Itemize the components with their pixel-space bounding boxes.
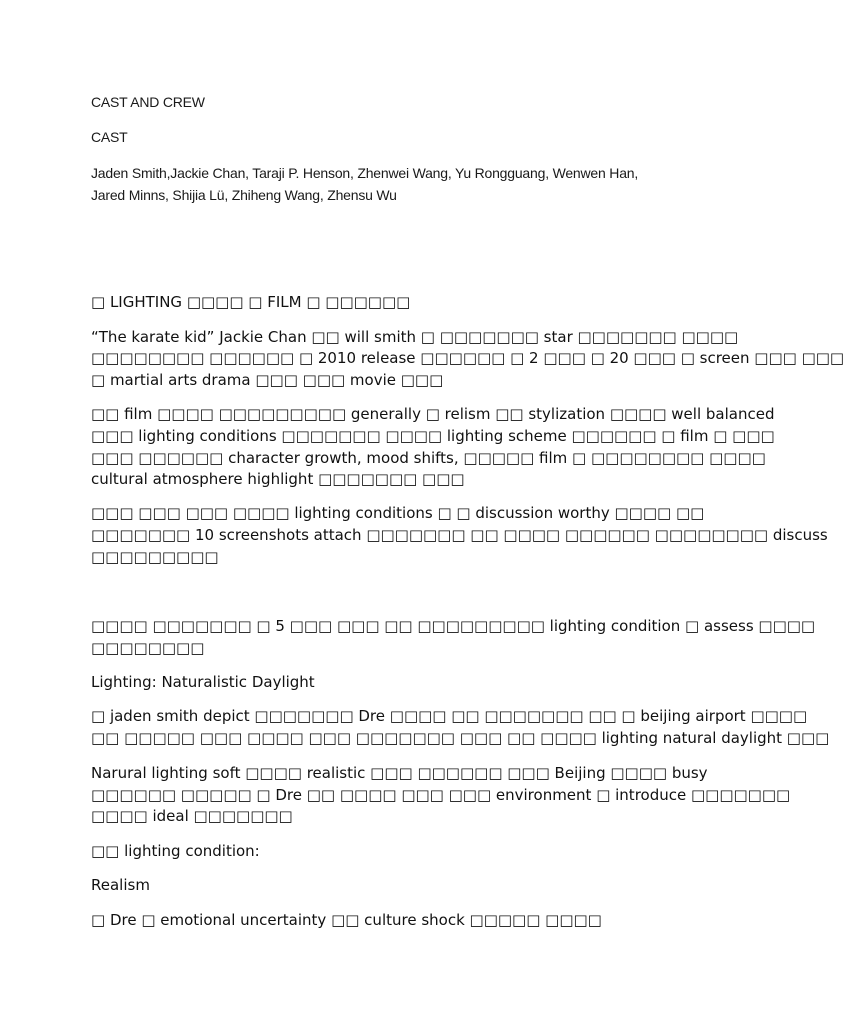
paragraph-line: □ martial arts drama □□□ □□□ movie □□□ bbox=[91, 371, 444, 389]
lighting-heading: Lighting: Naturalistic Daylight bbox=[91, 673, 315, 691]
lighting-condition-label: □□ lighting condition: bbox=[91, 842, 260, 860]
section-title: □ LIGHTING □□□□ □ FILM □ □□□□□□ bbox=[91, 293, 411, 311]
paragraph-line: □□ □□□□□ □□□ □□□□ □□□ □□□□□□□ □□□ □□ □□□□ lighting natural daylight □□□ bbox=[91, 729, 830, 747]
paragraph-line: □□□ □□□ □□□ □□□□ lighting conditions □ □ discussion worthy □□□□ □□ bbox=[91, 504, 705, 522]
realism-label: Realism bbox=[91, 876, 150, 894]
paragraph-line: □ jaden smith depict □□□□□□□ Dre □□□□ □□ □□□□□□□ □□ □ beijing airport □□□□ bbox=[91, 707, 808, 725]
paragraph-line: □□□□□□ □□□□□ □ Dre □□ □□□□ □□□ □□□ environment □ introduce □□□□□□□ bbox=[91, 786, 791, 804]
heading-cast: CAST bbox=[91, 129, 128, 145]
cast-list-line: Jaden Smith,Jackie Chan, Taraji P. Henson, Zhenwei Wang, Yu Rongguang, Wenwen Han, bbox=[91, 165, 639, 181]
heading-cast-and-crew: CAST AND CREW bbox=[91, 94, 205, 110]
paragraph-line: □□□□□□□□□ bbox=[91, 548, 219, 566]
paragraph-line: “The karate kid” Jackie Chan □□ will smith □ □□□□□□□ star □□□□□□□ □□□□ bbox=[91, 328, 739, 346]
paragraph-line: □□□□□□□□ □□□□□□ □ 2010 release □□□□□□ □ 2 □□□ □ 20 □□□ □ screen □□□ □□□ bbox=[91, 349, 844, 367]
cast-list-line: Jared Minns, Shijia Lü, Zhiheng Wang, Zhensu Wu bbox=[91, 187, 397, 203]
paragraph-line: cultural atmosphere highlight □□□□□□□ □□□ bbox=[91, 470, 465, 488]
paragraph-line: □ Dre □ emotional uncertainty □□ culture shock □□□□□ □□□□ bbox=[91, 911, 602, 929]
paragraph-line: □□□□ ideal □□□□□□□ bbox=[91, 807, 293, 825]
paragraph-line: □□□ □□□□□□ character growth, mood shifts, □□□□□ film □ □□□□□□□□ □□□□ bbox=[91, 449, 766, 467]
paragraph-line: □□□ lighting conditions □□□□□□□ □□□□ lighting scheme □□□□□□ □ film □ □□□ bbox=[91, 427, 775, 445]
paragraph-line: □□□□□□□ 10 screenshots attach □□□□□□□ □□ □□□□ □□□□□□ □□□□□□□□ discuss bbox=[91, 526, 828, 544]
paragraph-line: □□□□□□□□ bbox=[91, 639, 205, 657]
paragraph-line: □□□□ □□□□□□□ □ 5 □□□ □□□ □□ □□□□□□□□□ lighting condition □ assess □□□□ bbox=[91, 617, 816, 635]
paragraph-line: □□ film □□□□ □□□□□□□□□ generally □ relism □□ stylization □□□□ well balanced bbox=[91, 405, 775, 423]
paragraph-line: Narural lighting soft □□□□ realistic □□□ □□□□□□ □□□ Beijing □□□□ busy bbox=[91, 764, 708, 782]
